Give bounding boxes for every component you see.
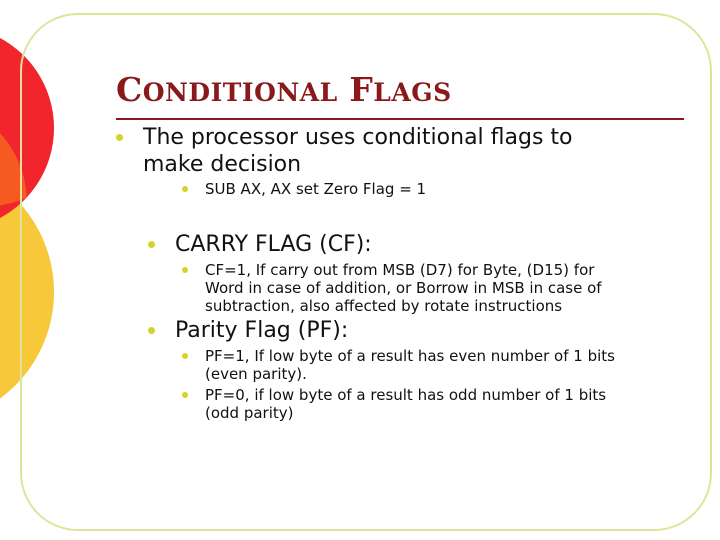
bullet-parity-flag: Parity Flag (PF): bbox=[175, 318, 349, 343]
sub-bullet-cf-description: CF=1, If carry out from MSB (D7) for Byte, (D15) for Word in case of addition, or Borrow in MSB in case of subtraction, also affected by rotate instructions bbox=[205, 261, 602, 315]
sub-bullet-pf-even: PF=1, If low byte of a result has even number of 1 bits (even parity). bbox=[205, 347, 615, 383]
bullet-dot bbox=[116, 134, 123, 141]
sub-bullet-pf-odd: PF=0, if low byte of a result has odd number of 1 bits (odd parity) bbox=[205, 386, 607, 422]
bullet-dot bbox=[182, 353, 188, 359]
bullet-dot bbox=[148, 241, 155, 248]
bullet-dot bbox=[182, 392, 188, 398]
sub-bullet-zero-flag: SUB AX, AX set Zero Flag = 1 bbox=[205, 180, 427, 198]
bullet-dot bbox=[148, 327, 155, 334]
bullet-carry-flag: CARRY FLAG (CF): bbox=[175, 232, 372, 257]
slide-title: CONDITIONAL FLAGS bbox=[116, 70, 452, 109]
title-underline bbox=[116, 118, 684, 120]
bullet-dot bbox=[182, 186, 188, 192]
bullet-processor-flags: The processor uses conditional flags to make decision bbox=[143, 125, 573, 177]
bullet-dot bbox=[182, 267, 188, 273]
